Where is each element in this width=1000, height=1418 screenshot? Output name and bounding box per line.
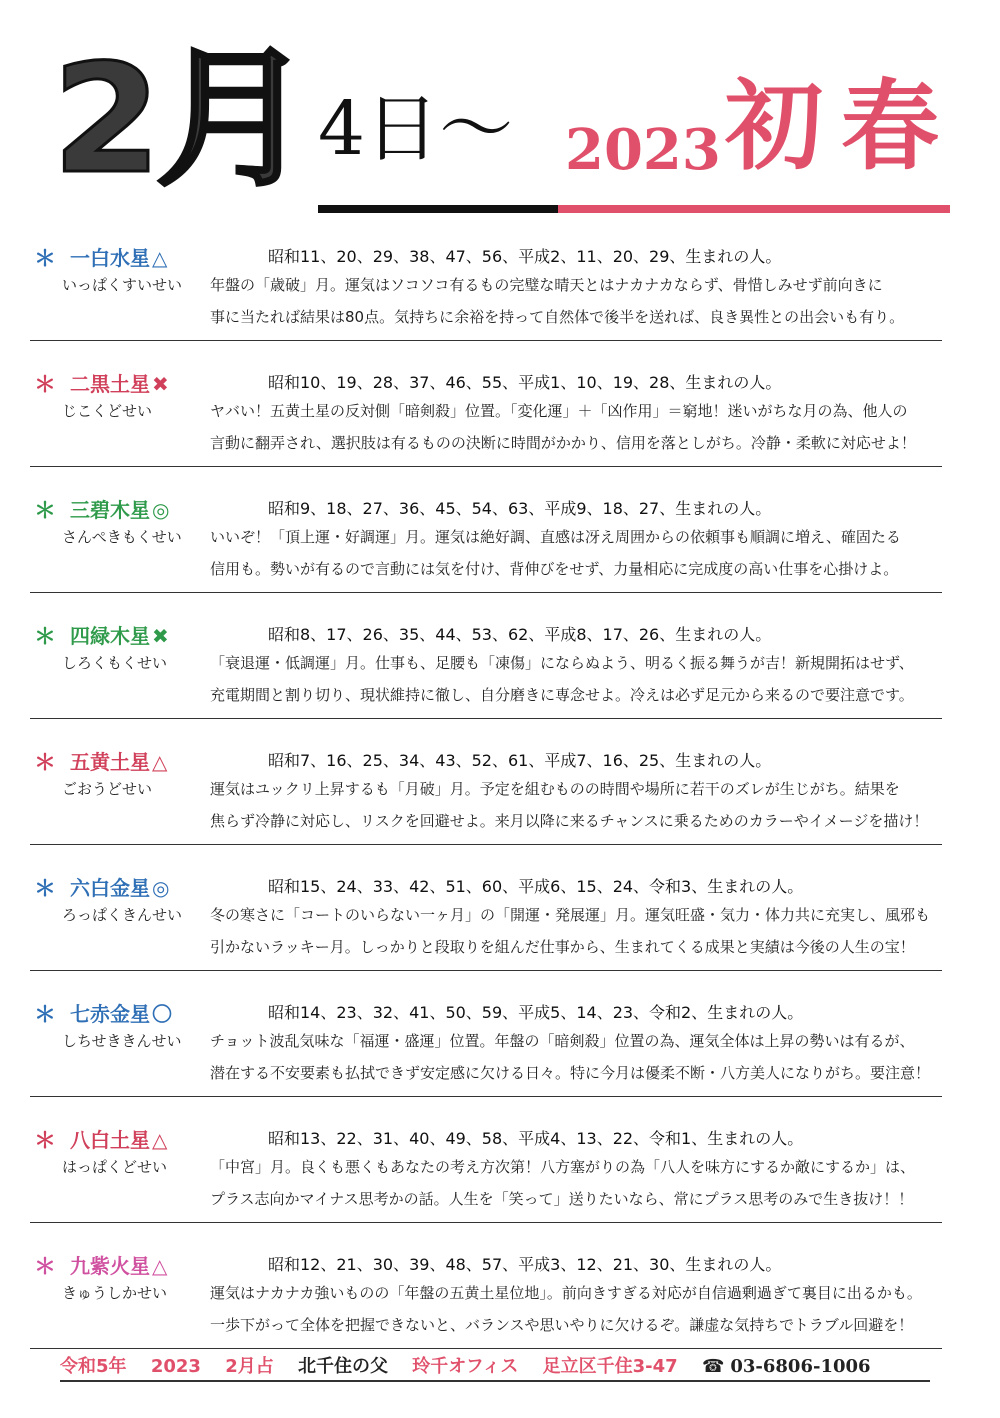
star-reading: さんぺきもくせい — [62, 528, 182, 546]
star-fortune-line-1: 運気はユックリ上昇するも「月破」月。予定を組むものの時間や場所に若干のズレが生じがち。結果を — [210, 780, 900, 798]
star-section — [0, 366, 1000, 492]
star-bullet: ＊ — [34, 751, 57, 776]
footer-office: 玲千オフィス — [412, 1356, 519, 1377]
star-mark: △ — [152, 1128, 168, 1152]
star-bullet: ＊ — [34, 499, 57, 524]
star-fortune-line-1: 運気はナカナカ強いものの「年盤の五黄土星位地」。前向きすぎる対応が自信過剰過ぎて裏目に出るかも。 — [210, 1284, 922, 1302]
star-fortune-line-1: 年盤の「歳破」月。運気はソコソコ有るもの完璧な晴天とはナカナカならず、骨惜しみせず前向きに — [210, 276, 883, 294]
star-fortune-line-1: 「衰退運・低調運」月。仕事も、足腰も「凍傷」にならぬよう、明るく振る舞うが吉！新規開拓はせず、 — [210, 654, 914, 672]
section-divider — [30, 1348, 942, 1349]
star-fortune-line-2: 一歩下がって全体を把握できないと、バランスや思いやりに欠けるぞ。謙虚な気持ちでトラブル回避を！ — [210, 1316, 914, 1334]
star-name — [70, 1250, 167, 1279]
star-reading: いっぱくすいせい — [62, 276, 183, 294]
footer-month: 2月占 — [225, 1356, 274, 1377]
footer-rule — [60, 1380, 930, 1382]
star-fortune-line-2: 引かないラッキー月。しっかりと段取りを組んだ仕事から、生まれてくる成果と実績は今後の人生の宝！ — [210, 938, 915, 956]
star-birth-years: 昭和11、20、29、38、47、56、平成2、11、20、29、生まれの人。 — [268, 247, 782, 266]
star-name-text: 四緑木星 — [70, 624, 150, 648]
year-label: 2023 — [565, 117, 721, 183]
star-section — [0, 492, 1000, 618]
star-name-text: 五黄土星 — [70, 750, 150, 774]
star-birth-years: 昭和8、17、26、35、44、53、62、平成8、17、26、生まれの人。 — [268, 625, 772, 644]
star-name-text: 一白水星 — [70, 246, 150, 270]
star-mark: ✖ — [152, 624, 169, 648]
star-name-text: 二黒土星 — [70, 372, 150, 396]
star-name-text: 三碧木星 — [70, 498, 150, 522]
star-fortune-line-1: チョット波乱気味な「福運・盛運」位置。年盤の「暗剣殺」位置の為、運気全体は上昇の勢いは有るが、 — [210, 1032, 915, 1050]
section-divider — [30, 970, 942, 971]
star-name — [70, 494, 169, 523]
star-birth-years: 昭和9、18、27、36、45、54、63、平成9、18、27、生まれの人。 — [268, 499, 772, 518]
section-divider — [30, 844, 942, 845]
star-name — [70, 242, 167, 271]
star-reading: きゅうしかせい — [62, 1284, 168, 1302]
page-header — [0, 0, 1000, 215]
star-section — [0, 744, 1000, 870]
star-fortune-line-1: 冬の寒さに「コートのいらない一ヶ月」の「開運・発展運」月。運気旺盛・気力・体力共に充実し、風邪も — [210, 906, 931, 924]
star-fortune-line-2: 充電期間と割り切り、現状維持に徹し、自分磨きに専念せよ。冷えは必ず足元から来るので要注意です。 — [210, 686, 914, 704]
star-birth-years: 昭和7、16、25、34、43、52、61、平成7、16、25、生まれの人。 — [268, 751, 772, 770]
star-mark: △ — [152, 246, 168, 270]
star-reading: じこくどせい — [62, 402, 153, 420]
star-bullet: ＊ — [34, 625, 57, 650]
section-divider — [30, 1222, 942, 1223]
section-divider — [30, 718, 942, 719]
footer-author: 北千住の父 — [298, 1356, 389, 1377]
star-name-text: 六白金星 — [70, 876, 150, 900]
star-fortune-line-2: 事に当たれば結果は80点。気持ちに余裕を持って自然体で後半を送れば、良き異性との出会いも有り。 — [210, 308, 905, 326]
star-mark: ◎ — [152, 498, 170, 522]
star-mark: ✖ — [152, 372, 169, 396]
star-bullet: ＊ — [34, 1255, 57, 1280]
star-fortune-line-2: 言動に翻弄され、選択肢は有るものの決断に時間がかかり、信用を落としがち。冷静・柔軟に対応せよ！ — [210, 434, 916, 452]
star-fortune-line-2: プラス志向かマイナス思考かの話。人生を「笑って」送りたいなら、常にプラス思考のみで生き抜け！！ — [210, 1190, 914, 1208]
star-fortune-line-1: ヤバい！五黄土星の反対側「暗剣殺」位置。「変化運」＋「凶作用」＝窮地！迷いがちな月の為、他人の — [210, 402, 908, 420]
star-fortune-line-1: 「中宮」月。良くも悪くもあなたの考え方次第！八方塞がりの為「八人を味方にするか敵にするか」は、 — [210, 1158, 916, 1176]
phone-icon: ☎ — [701, 1356, 725, 1377]
star-bullet: ＊ — [34, 247, 57, 272]
header-rule-dark — [318, 205, 558, 213]
star-bullet: ＊ — [34, 373, 57, 398]
star-birth-years: 昭和15、24、33、42、51、60、平成6、15、24、令和3、生まれの人。 — [268, 877, 804, 896]
star-name — [70, 620, 169, 649]
footer-era: 令和5年 — [60, 1356, 127, 1377]
star-section — [0, 618, 1000, 744]
star-mark: △ — [152, 1254, 168, 1278]
star-reading: ろっぱくきんせい — [62, 906, 183, 924]
star-birth-years: 昭和13、22、31、40、49、58、平成4、13、22、令和1、生まれの人。 — [268, 1129, 804, 1148]
footer-year: 2023 — [150, 1356, 201, 1377]
star-reading: ごおうどせい — [62, 780, 153, 798]
footer-address: 足立区千住3-47 — [542, 1356, 678, 1377]
star-fortune-line-2: 信用も。勢いが有るので言動には気を付け、背伸びをせず、力量相応に完成度の高い仕事を心掛けよ。 — [210, 560, 899, 578]
month-title: 2月 — [52, 33, 307, 207]
footer-phone: 03-6806-1006 — [730, 1356, 871, 1377]
section-divider — [30, 1096, 942, 1097]
star-mark: ◎ — [152, 876, 170, 900]
star-reading: しちせききんせい — [62, 1032, 182, 1050]
star-birth-years: 昭和14、23、32、41、50、59、平成5、14、23、令和2、生まれの人。 — [268, 1003, 804, 1022]
star-birth-years: 昭和12、21、30、39、48、57、平成3、12、21、30、生まれの人。 — [268, 1255, 782, 1274]
star-name — [70, 746, 167, 775]
header-rule-pink — [558, 205, 950, 213]
star-name-text: 七赤金星 — [70, 1002, 150, 1026]
star-bullet: ＊ — [34, 1129, 57, 1154]
section-divider — [30, 466, 942, 467]
star-bullet: ＊ — [34, 1003, 57, 1028]
section-divider — [30, 592, 942, 593]
star-section — [0, 1122, 1000, 1248]
star-name — [70, 998, 172, 1027]
star-name-text: 八白土星 — [70, 1128, 150, 1152]
star-reading: しろくもくせい — [62, 654, 168, 672]
star-name — [70, 368, 169, 397]
star-section — [0, 240, 1000, 366]
star-reading: はっぱくどせい — [62, 1158, 168, 1176]
star-section — [0, 870, 1000, 996]
star-bullet: ＊ — [34, 877, 57, 902]
star-fortune-line-2: 潜在する不安要素も払拭できず安定感に欠ける日々。特に今月は優柔不断・八方美人になりがち。要注意！ — [210, 1064, 931, 1082]
section-divider — [30, 340, 942, 341]
star-name — [70, 1124, 167, 1153]
date-range: 4日～ — [318, 86, 514, 172]
star-name — [70, 872, 169, 901]
star-fortune-line-2: 焦らず冷静に対応し、リスクを回避せよ。来月以降に来るチャンスに乗るためのカラーやイメージを描け！ — [210, 812, 929, 830]
star-name-text: 九紫火星 — [70, 1254, 150, 1278]
star-mark: △ — [152, 750, 168, 774]
star-birth-years: 昭和10、19、28、37、46、55、平成1、10、19、28、生まれの人。 — [268, 373, 782, 392]
season-title: 初春 — [725, 69, 958, 184]
star-mark: 〇 — [152, 1002, 172, 1026]
star-fortune-line-1: いいぞ！「頂上運・好調運」月。運気は絶好調、直感は冴え周囲からの依頼事も順調に増え、確固たる — [210, 528, 901, 546]
star-section — [0, 996, 1000, 1122]
